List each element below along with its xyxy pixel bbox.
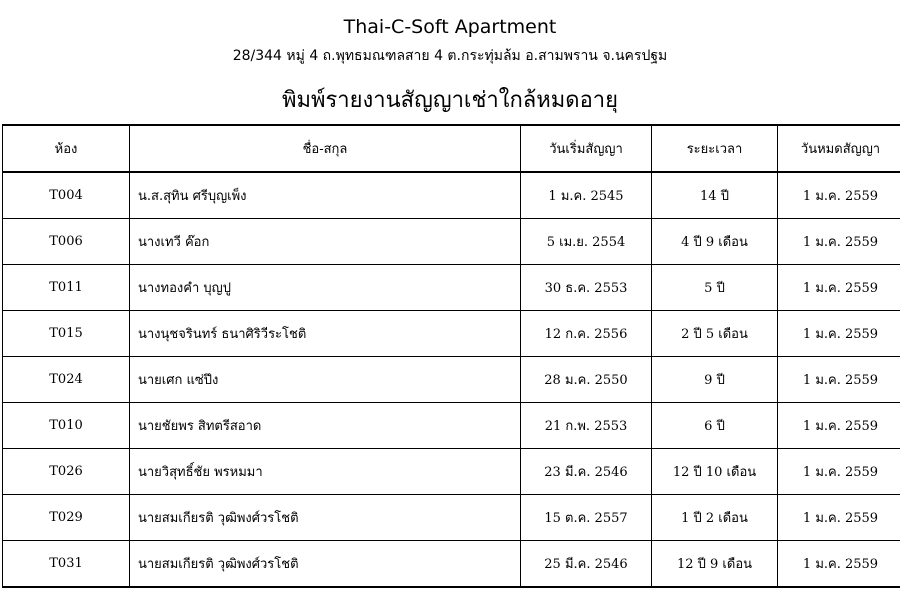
cell-duration: 2 ปี 5 เดือน: [652, 311, 778, 357]
cell-start-date: 12 ก.ค. 2556: [521, 311, 652, 357]
cell-name: น.ส.สุทิน ศรีบุญเพ็ง: [130, 172, 521, 219]
cell-name: นายสมเกียรติ วุฒิพงศ์วรโชติ: [130, 541, 521, 588]
table-row: [3, 541, 900, 588]
cell-end-date: 1 ม.ค. 2559: [778, 541, 900, 588]
cell-end-date: 1 ม.ค. 2559: [778, 357, 900, 403]
table-row: [3, 357, 900, 403]
cell-room: T026: [3, 449, 130, 495]
lease-expiry-table: [2, 124, 900, 588]
table-row: [3, 172, 900, 219]
table-row: [3, 403, 900, 449]
cell-start-date: 25 มี.ค. 2546: [521, 541, 652, 588]
cell-name: นางทองคำ บุญปู: [130, 265, 521, 311]
cell-start-date: 1 ม.ค. 2545: [521, 172, 652, 219]
cell-room: T031: [3, 541, 130, 588]
table-row: [3, 219, 900, 265]
cell-duration: 4 ปี 9 เดือน: [652, 219, 778, 265]
cell-duration: 1 ปี 2 เดือน: [652, 495, 778, 541]
column-header-room: ห้อง: [3, 125, 130, 172]
cell-start-date: 5 เม.ย. 2554: [521, 219, 652, 265]
cell-name: นางเทวี ค๊อก: [130, 219, 521, 265]
cell-name: นายสมเกียรติ วุฒิพงศ์วรโชติ: [130, 495, 521, 541]
cell-room: T024: [3, 357, 130, 403]
cell-end-date: 1 ม.ค. 2559: [778, 495, 900, 541]
cell-name: นายชัยพร สิทตรีสอาด: [130, 403, 521, 449]
column-header-duration: ระยะเวลา: [652, 125, 778, 172]
cell-room: T029: [3, 495, 130, 541]
cell-room: T015: [3, 311, 130, 357]
table-row: [3, 495, 900, 541]
company-name: Thai-C-Soft Apartment: [343, 16, 557, 38]
table-row: [3, 265, 900, 311]
company-address: 28/344 หมู่ 4 ถ.พุทธมณฑลสาย 4 ต.กระทุ่มล้ม อ.สามพราน จ.นครปฐม: [232, 48, 668, 64]
cell-duration: 14 ปี: [652, 172, 778, 219]
column-header-start-date: วันเริ่มสัญญา: [521, 125, 652, 172]
cell-room: T006: [3, 219, 130, 265]
cell-room: T011: [3, 265, 130, 311]
cell-name: นางนุชจรินทร์ ธนาศิริวีระโชติ: [130, 311, 521, 357]
cell-start-date: 15 ต.ค. 2557: [521, 495, 652, 541]
cell-end-date: 1 ม.ค. 2559: [778, 219, 900, 265]
cell-duration: 12 ปี 9 เดือน: [652, 541, 778, 588]
cell-end-date: 1 ม.ค. 2559: [778, 265, 900, 311]
cell-name: นายเศก แซ่ปึง: [130, 357, 521, 403]
cell-end-date: 1 ม.ค. 2559: [778, 449, 900, 495]
cell-end-date: 1 ม.ค. 2559: [778, 311, 900, 357]
table-row: [3, 311, 900, 357]
cell-duration: 5 ปี: [652, 265, 778, 311]
cell-start-date: 23 มี.ค. 2546: [521, 449, 652, 495]
column-header-name: ชื่อ-สกุล: [130, 125, 521, 172]
cell-room: T004: [3, 172, 130, 219]
table-header-row: [3, 125, 900, 172]
column-header-end-date: วันหมดสัญญา: [778, 125, 900, 172]
cell-start-date: 21 ก.พ. 2553: [521, 403, 652, 449]
table-row: [3, 449, 900, 495]
report-title: พิมพ์รายงานสัญญาเช่าใกล้หมดอายุ: [281, 88, 619, 113]
cell-room: T010: [3, 403, 130, 449]
cell-duration: 6 ปี: [652, 403, 778, 449]
cell-duration: 9 ปี: [652, 357, 778, 403]
cell-name: นายวิสุทธิ์ชัย พรหมมา: [130, 449, 521, 495]
cell-start-date: 28 ม.ค. 2550: [521, 357, 652, 403]
cell-end-date: 1 ม.ค. 2559: [778, 403, 900, 449]
cell-duration: 12 ปี 10 เดือน: [652, 449, 778, 495]
cell-end-date: 1 ม.ค. 2559: [778, 172, 900, 219]
cell-start-date: 30 ธ.ค. 2553: [521, 265, 652, 311]
